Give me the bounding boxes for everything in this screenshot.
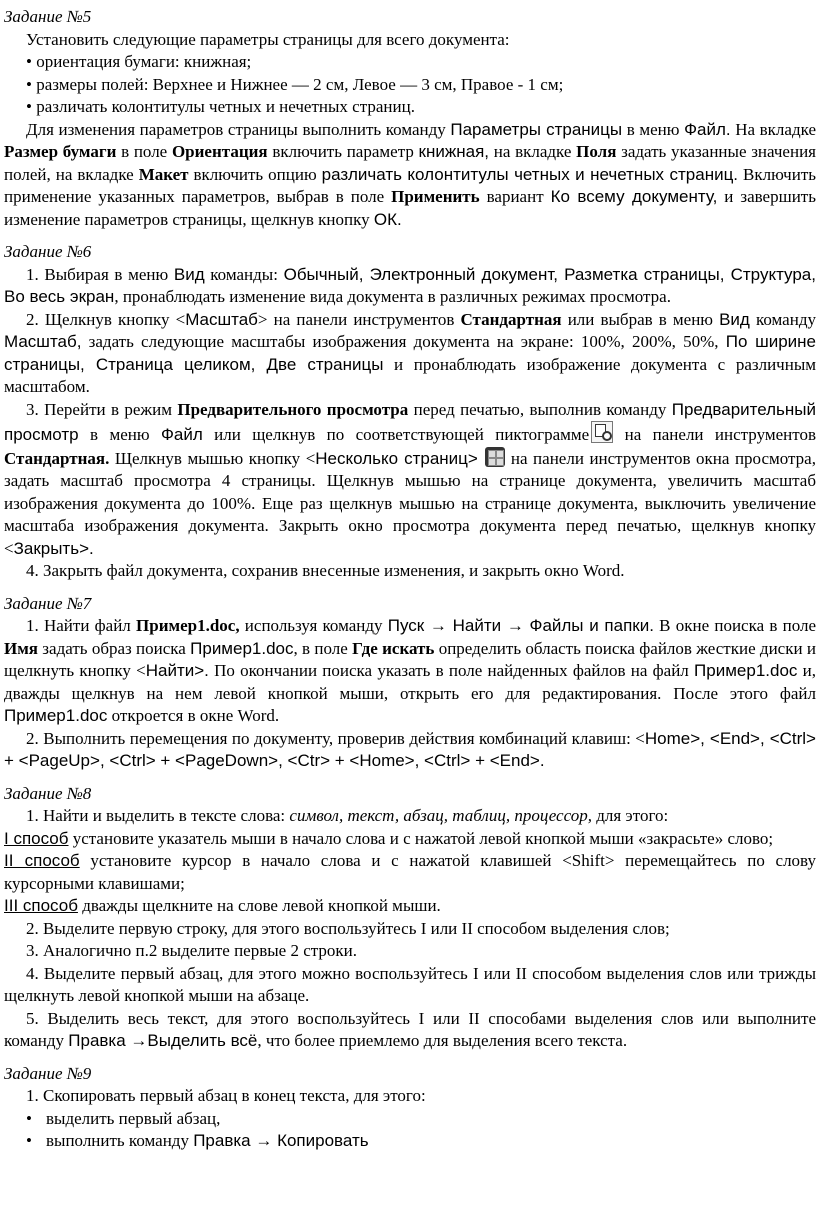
task-7-title: Задание №7 (4, 593, 92, 613)
task-9-title: Задание №9 (4, 1063, 92, 1083)
task-6-item-4: 4. Закрыть файл документа, сохранив внесенные изменения, и закрыть окно Word. (26, 561, 625, 580)
task-9-bullet-2: • выполнить команду Правка → Копировать (4, 1130, 816, 1153)
task-6-item-2: 2. Щелкнув кнопку <Масштаб> на панели инструментов Стандартная или выбрав в меню Вид команду Масштаб, задать следующие масштабы изображения документа на экране: 100%, 200%, 50%, По ширине страницы, Страница целиком, Две страницы и пронаблюдать изображение документа с различным масштабом. (4, 309, 816, 396)
bullet-dot: • (26, 1108, 32, 1128)
task-8-way-2: II способ установите курсор в начало слова и с нажатой клавишей <Shift> перемещайтесь по слову курсорными клавишами; (4, 851, 816, 893)
task-5-paragraph: Для изменения параметров страницы выполнить команду Параметры страницы в меню Файл. На вкладке Размер бумаги в поле Ориентация включить параметр книжная, на вкладке Поля задать указанные значения полей, на вкладке Макет включить опцию различать колонтитулы четных и нечетных страниц. Включить применение указанных параметров, выбрав в поле Применить вариант Ко всему документу, и завершить изменение параметров страницы, щелкнув кнопку ОК. (4, 119, 816, 229)
task-8-title: Задание №8 (4, 783, 92, 803)
task-8-item-5: 5. Выделить весь текст, для этого воспользуйтесь I или II способами выделения слов или выполните команду Правка →Выделить всё, что более приемлемо для выделения всего текста. (4, 1008, 816, 1050)
task-8-item-1: 1. Найти и выделить в тексте слова: символ, текст, абзац, таблиц, процессор, для этого: (26, 806, 669, 825)
task-7-item-2: 2. Выполнить перемещения по документу, проверив действия комбинаций клавиш: <Home>, <End>, <Ctrl> + <PageUp>, <Ctrl> + <PageDown>, <Ctr> + <Home>, <Ctrl> + <End>. (4, 728, 816, 770)
task-6-item-1: 1. Выбирая в меню Вид команды: Обычный, Электронный документ, Разметка страницы, Структура, Во весь экран, пронаблюдать изменение вида документа в различных режимах просмотра. (4, 264, 816, 306)
task-9-bullet-1: • выделить первый абзац, (4, 1108, 816, 1131)
task-9-item-1: 1. Скопировать первый абзац в конец текста, для этого: (26, 1086, 426, 1105)
task-6-item-3: 3. Перейти в режим Предварительного просмотра перед печатью, выполнив команду Предварительный просмотр в меню Файл или щелкнув по соответствующей пиктограмме на панели инструментов Стандартная. Щелкнув мышью кнопку <Несколько страниц> на панели инструментов окна просмотра, задать масштаб просмотра 4 страницы. Щелкнув мышью на странице документа, увеличить масштаб изображения документа до 100%. Еще раз щелкнув мышью на странице документа, выключить увеличение масштаба изображения документа. Закрыть окно просмотра документа перед печатью, щелкнув кнопку <Закрыть>. (4, 399, 816, 558)
task-5-bullet-1: • ориентация бумаги: книжная; (26, 52, 252, 71)
task-6-title: Задание №6 (4, 242, 92, 261)
task-5-intro: Установить следующие параметры страницы для всего документа: (26, 29, 510, 49)
bullet-dot: • (26, 1131, 32, 1150)
task-8-way-3: III способ дважды щелкните на слове левой кнопкой мыши. (4, 896, 441, 915)
task-5-bullet-2: • размеры полей: Верхнее и Нижнее — 2 см, Левое — 3 см, Правое - 1 см; (26, 74, 564, 94)
task-5-bullet-3: • различать колонтитулы четных и нечетных страниц. (26, 97, 415, 116)
task-8-item-3: 3. Аналогично п.2 выделите первые 2 строки. (26, 941, 357, 960)
print-preview-icon (591, 421, 613, 443)
task-8-item-4: 4. Выделите первый абзац, для этого можно воспользуйтесь I или II способом выделения слов или трижды щелкнуть левой кнопкой мыши на абзаце. (4, 963, 816, 1005)
task-7-item-1: 1. Найти файл Пример1.doc, используя команду Пуск → Найти → Файлы и папки. В окне поиска в поле Имя задать образ поиска Пример1.doc, в поле Где искать определить область поиска файлов жесткие диски и щелкнуть кнопку <Найти>. По окончании поиска указать в поле найденных файлов на файл Пример1.doc и, дважды щелкнув на нем левой кнопкой мыши, открыть его для редактирования. После этого файл Пример1.doc откроется в окне Word. (4, 616, 816, 725)
task-5-title: Задание №5 (4, 7, 92, 26)
task-8-item-2: 2. Выделите первую строку, для этого воспользуйтесь I или II способом выделения слов; (26, 918, 670, 938)
task-8-way-1: I способ установите указатель мыши в начало слова и с нажатой левой кнопкой мыши «закрасьте» слово; (4, 828, 774, 848)
multiple-pages-icon (485, 447, 505, 467)
